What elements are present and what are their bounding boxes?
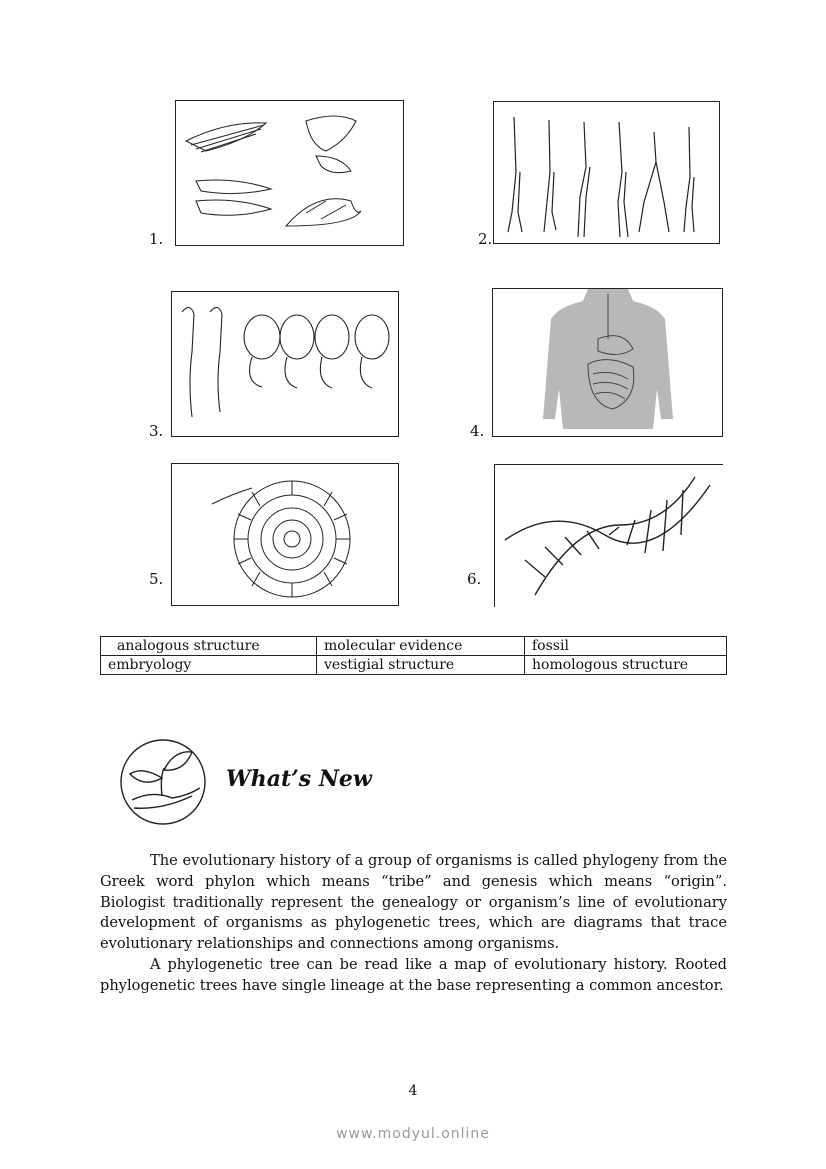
figure-5-number: 5. bbox=[149, 570, 164, 588]
ammonite-drawing bbox=[172, 464, 398, 605]
paragraph-2: A phylogenetic tree can be read like a map of evolutionary history. Rooted phylogenetic trees have single lineage at the base representing a common ancestor. bbox=[100, 956, 727, 994]
limb-bones-drawing bbox=[494, 102, 719, 243]
paragraph-1: The evolutionary history of a group of organisms is called phylogeny from the Greek word phylon which means “tribe” and genesis which means “origin”. Biologist traditionally represent the genealogy or organism’s line of evolutionary development of organisms as phylogenetic trees, which are diagrams that trace evolutionary relationships and connections among organisms. bbox=[100, 852, 727, 953]
watermark: www.modyul.online bbox=[336, 1126, 490, 1142]
wings-drawing bbox=[176, 101, 403, 245]
dna-helix-drawing bbox=[495, 465, 723, 607]
table-cell: molecular evidence bbox=[317, 637, 525, 656]
table-cell: fossil bbox=[525, 637, 727, 656]
figure-2-limbs-image bbox=[493, 101, 720, 244]
table-row bbox=[101, 637, 727, 656]
figure-1-wings-image bbox=[175, 100, 404, 246]
table-cell: embryology bbox=[101, 656, 317, 675]
figure-2-number: 2. bbox=[478, 230, 493, 248]
plant-in-hand-icon bbox=[112, 738, 214, 826]
figure-1-number: 1. bbox=[149, 230, 164, 248]
figure-5-fossil-image bbox=[171, 463, 399, 606]
table-cell: analogous structure bbox=[101, 637, 317, 656]
table-row bbox=[101, 656, 727, 675]
table-cell: vestigial structure bbox=[317, 656, 525, 675]
figure-3-number: 3. bbox=[149, 422, 164, 440]
answer-choices-table bbox=[100, 636, 727, 675]
figure-4-body-image bbox=[492, 288, 723, 437]
human-torso-drawing bbox=[493, 289, 722, 436]
page-number: 4 bbox=[408, 1083, 418, 1099]
figure-6-dna-image bbox=[494, 464, 723, 607]
figure-4-number: 4. bbox=[470, 422, 485, 440]
table-cell: homologous structure bbox=[525, 656, 727, 675]
embryos-drawing bbox=[172, 292, 398, 436]
figure-6-number: 6. bbox=[467, 570, 482, 588]
figure-3-embryos-image bbox=[171, 291, 399, 437]
section-heading: What’s New bbox=[226, 766, 372, 792]
